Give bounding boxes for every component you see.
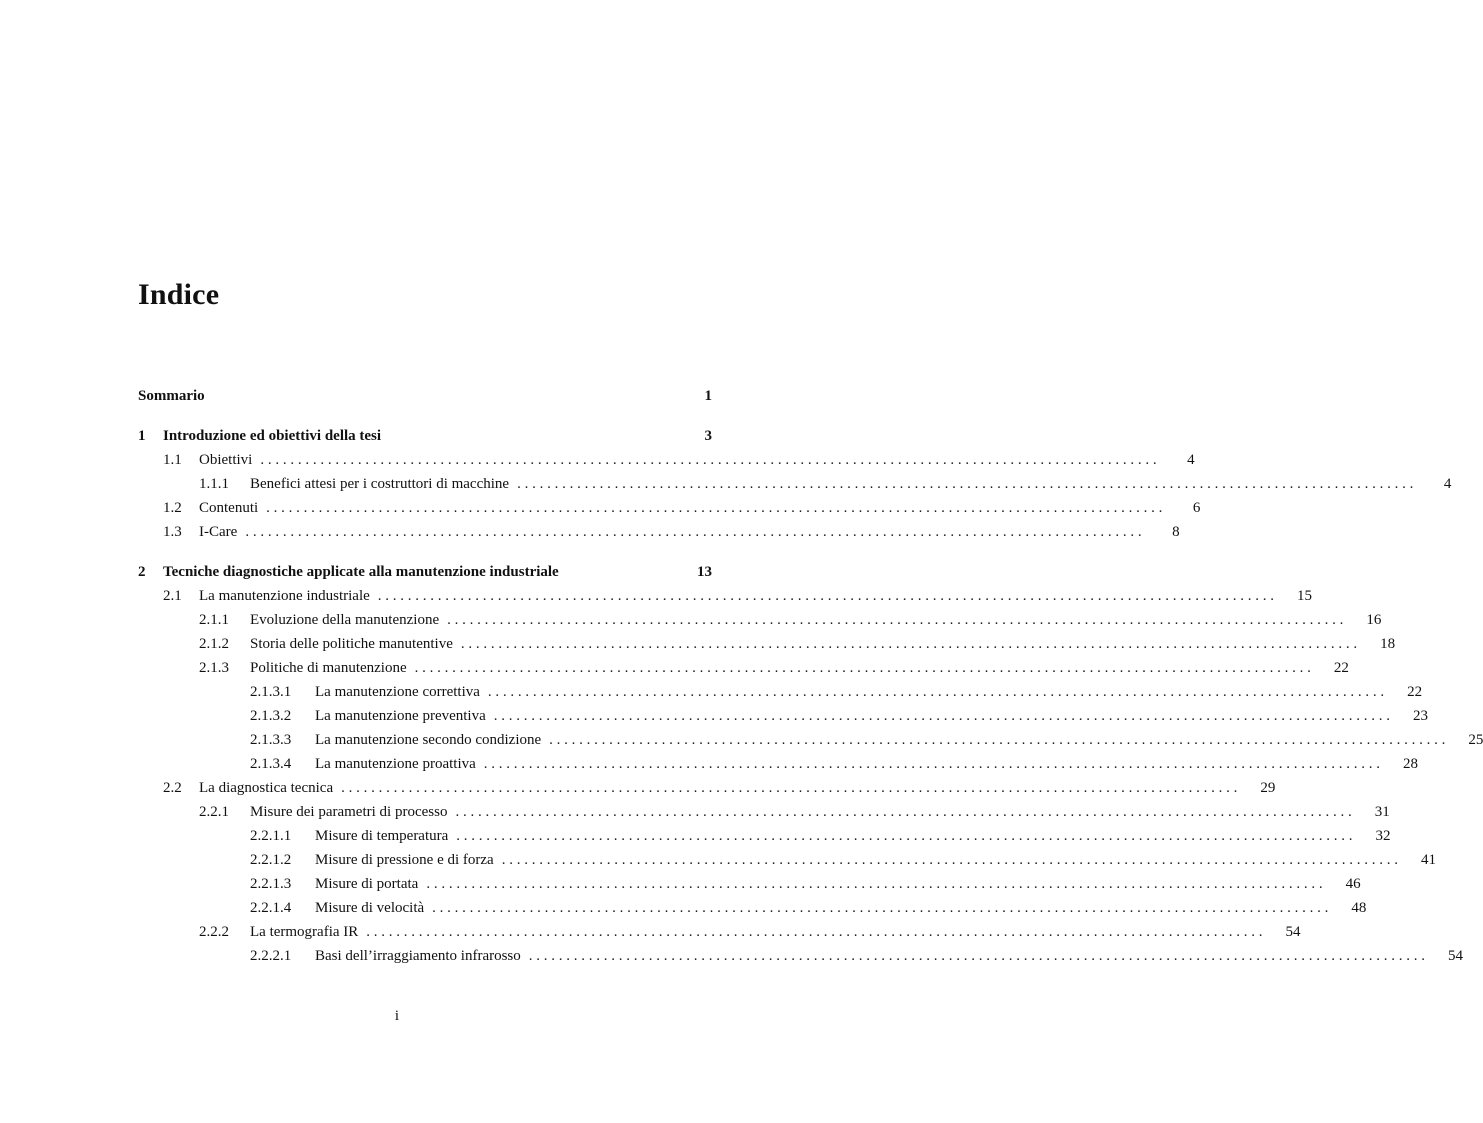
toc-entry-page: 54	[1285, 924, 1301, 940]
dot-leader: . . . . . . . . . . . . . . . . . . . . . . . . . . . . . . . . . . . . . . . . . . . . . . . . . . . . . . . . . . . . . . . . . . . . . . . . . . . . . . . . . . . . . . . . . . . . . . . . . . . . . . . . . . . . . . . . . . . . . . . .	[341, 780, 1238, 796]
toc-entry-page: 8	[1172, 524, 1180, 540]
toc-entry-number: 2.2.2.1	[250, 948, 292, 964]
page-number-footer: i	[394, 1008, 400, 1024]
toc-entry-number: 2.1.2	[199, 636, 229, 652]
toc-entry-page: 4	[1443, 476, 1452, 492]
toc-entry-2-1-3-4[interactable]	[138, 752, 1419, 776]
toc-entry-page: 28	[1403, 756, 1419, 772]
toc-entry-title: Misure di portata	[315, 876, 419, 892]
dot-leader: . . . . . . . . . . . . . . . . . . . . . . . . . . . . . . . . . . . . . . . . . . . . . . . . . . . . . . . . . . . . . . . . . . . . . . . . . . . . . . . . . . . . . . . . . . . . . . . . . . . . . . . . . . . . . . . . . . . . . . . .	[414, 660, 1311, 676]
toc-entry-2-2-2[interactable]	[138, 920, 1301, 944]
toc-entry-number: 2.2.1.1	[250, 828, 292, 844]
dot-leader: . . . . . . . . . . . . . . . . . . . . . . . . . . . . . . . . . . . . . . . . . . . . . . . . . . . . . . . . . . . . . . . . . . . . . . . . . . . . . . . . . . . . . . . . . . . . . . . . . . . . . . . . . . . . . . . . . . . . . . . .	[426, 876, 1323, 892]
toc-entry-title: La manutenzione preventiva	[315, 708, 486, 724]
toc-entry-title: Benefici attesi per i costruttori di macchine	[250, 476, 510, 492]
dot-leader: . . . . . . . . . . . . . . . . . . . . . . . . . . . . . . . . . . . . . . . . . . . . . . . . . . . . . . . . . . . . . . . . . . . . . . . . . . . . . . . . . . . . . . . . . . . . . . . . . . . . . . . . . . . . . . . . . . . . . . . .	[493, 708, 1391, 724]
toc-entry-page: 46	[1345, 876, 1361, 892]
toc-entry-page: 23	[1413, 708, 1429, 724]
toc-entry-sommario[interactable]	[138, 384, 712, 408]
dot-leader: . . . . . . . . . . . . . . . . . . . . . . . . . . . . . . . . . . . . . . . . . . . . . . . . . . . . . . . . . . . . . . . . . . . . . . . . . . . . . . . . . . . . . . . . . . . . . . . . . . . . . . . . . . . . . . . . . . . . . . . .	[549, 732, 1446, 748]
toc-entry-2-1-3-3[interactable]	[138, 728, 1483, 752]
toc-entry-title: Basi dell’irraggiamento infrarosso	[315, 948, 521, 964]
toc-entry-number: 1	[138, 428, 146, 444]
toc-entry-page: 6	[1192, 500, 1201, 516]
toc-entry-number: 1.1	[163, 452, 182, 468]
toc-entry-chapter-2[interactable]	[138, 560, 712, 584]
toc-entry-2-1-3[interactable]	[138, 656, 1349, 680]
dot-leader: . . . . . . . . . . . . . . . . . . . . . . . . . . . . . . . . . . . . . . . . . . . . . . . . . . . . . . . . . . . . . . . . . . . . . . . . . . . . . . . . . . . . . . . . . . . . . . . . . . . . . . . . . . . . . . . . . . . . . . . .	[487, 684, 1385, 700]
dot-leader: . . . . . . . . . . . . . . . . . . . . . . . . . . . . . . . . . . . . . . . . . . . . . . . . . . . . . . . . . . . . . . . . . . . . . . . . . . . . . . . . . . . . . . . . . . . . . . . . . . . . . . . . . . . . . . . . . . . . . . . .	[517, 476, 1414, 492]
dot-leader: . . . . . . . . . . . . . . . . . . . . . . . . . . . . . . . . . . . . . . . . . . . . . . . . . . . . . . . . . . . . . . . . . . . . . . . . . . . . . . . . . . . . . . . . . . . . . . . . . . . . . . . . . . . . . . . . . . . . . . . .	[456, 828, 1353, 844]
toc-entry-number: 2	[138, 564, 146, 580]
toc-entry-number: 1.1.1	[199, 476, 229, 492]
dot-leader: . . . . . . . . . . . . . . . . . . . . . . . . . . . . . . . . . . . . . . . . . . . . . . . . . . . . . . . . . . . . . . . . . . . . . . . . . . . . . . . . . . . . . . . . . . . . . . . . . . . . . . . . . . . . . . . . . . . . . . . .	[366, 924, 1263, 940]
toc-entry-page: 25	[1468, 732, 1483, 748]
toc-entry-page: 16	[1366, 612, 1382, 628]
toc-entry-page: 22	[1407, 684, 1423, 700]
toc-entry-title: Storia delle politiche manutentive	[250, 636, 453, 652]
toc-entry-title: La termografia IR	[250, 924, 359, 940]
toc-entry-title: I-Care	[199, 524, 238, 540]
toc-entry-title: La manutenzione correttiva	[315, 684, 480, 700]
toc-entry-number: 2.1.3	[199, 660, 229, 676]
toc-entry-number: 2.2.2	[199, 924, 229, 940]
dot-leader: . . . . . . . . . . . . . . . . . . . . . . . . . . . . . . . . . . . . . . . . . . . . . . . . . . . . . . . . . . . . . . . . . . . . . . . . . . . . . . . . . . . . . . . . . . . . . . . . . . . . . . . . . . . . . . . . . . . . . . . .	[432, 900, 1329, 916]
toc-entry-title: Misure di pressione e di forza	[315, 852, 494, 868]
toc-entry-number: 2.2.1.4	[250, 900, 292, 916]
dot-leader: . . . . . . . . . . . . . . . . . . . . . . . . . . . . . . . . . . . . . . . . . . . . . . . . . . . . . . . . . . . . . . . . . . . . . . . . . . . . . . . . . . . . . . . . . . . . . . . . . . . . . . . . . . . . . . . . . . . . . . . .	[245, 524, 1142, 540]
toc-entry-title: La diagnostica tecnica	[199, 780, 334, 796]
dot-leader: . . . . . . . . . . . . . . . . . . . . . . . . . . . . . . . . . . . . . . . . . . . . . . . . . . . . . . . . . . . . . . . . . . . . . . . . . . . . . . . . . . . . . . . . . . . . . . . . . . . . . . . . . . . . . . . . . . . . . . . .	[460, 636, 1358, 652]
toc-entry-title: Misure di temperatura	[315, 828, 449, 844]
toc-entry-number: 1.3	[163, 524, 182, 540]
toc-entry-number: 2.1.3.4	[250, 756, 292, 772]
toc-entry-2-1-3-1[interactable]	[138, 680, 1423, 704]
toc-entry-2-2-1-2[interactable]	[138, 848, 1436, 872]
toc-entry-title: Misure dei parametri di processo	[250, 804, 448, 820]
toc-entry-2-1-1[interactable]	[138, 608, 1382, 632]
toc-entry-title: Sommario	[138, 388, 205, 404]
toc-entry-title: Tecniche diagnostiche applicate alla manutenzione industriale	[163, 564, 559, 580]
toc-entry-number: 2.1.3.1	[250, 684, 292, 700]
toc-entry-number: 2.2	[163, 780, 182, 796]
toc-entry-title: La manutenzione proattiva	[315, 756, 476, 772]
toc-entry-number: 2.2.1.3	[250, 876, 292, 892]
dot-leader: . . . . . . . . . . . . . . . . . . . . . . . . . . . . . . . . . . . . . . . . . . . . . . . . . . . . . . . . . . . . . . . . . . . . . . . . . . . . . . . . . . . . . . . . . . . . . . . . . . . . . . . . . . . . . . . . . . . . . . . .	[501, 852, 1398, 868]
toc-entry-page: 32	[1375, 828, 1391, 844]
toc-entry-number: 2.1.3.2	[250, 708, 292, 724]
toc-entry-2-2-1-1[interactable]	[138, 824, 1391, 848]
toc-entry-number: 2.2.1	[199, 804, 229, 820]
toc-entry-2-1[interactable]	[138, 584, 1313, 608]
toc-entry-page: 29	[1260, 780, 1276, 796]
toc-entry-page: 1	[704, 388, 712, 404]
dot-leader: . . . . . . . . . . . . . . . . . . . . . . . . . . . . . . . . . . . . . . . . . . . . . . . . . . . . . . . . . . . . . . . . . . . . . . . . . . . . . . . . . . . . . . . . . . . . . . . . . . . . . . . . . . . . . . . . . . . . . . . .	[455, 804, 1352, 820]
table-of-contents	[138, 384, 1483, 968]
page-title: Indice	[138, 278, 220, 311]
toc-entry-title: Obiettivi	[199, 452, 253, 468]
toc-entry-page: 54	[1448, 948, 1464, 964]
toc-entry-title: Politiche di manutenzione	[250, 660, 407, 676]
toc-entry-2-1-2[interactable]	[138, 632, 1396, 656]
toc-entry-page: 31	[1374, 804, 1390, 820]
toc-entry-2-2-2-1[interactable]	[138, 944, 1464, 968]
toc-entry-1-3[interactable]	[138, 520, 1180, 544]
toc-entry-title: Introduzione ed obiettivi della tesi	[163, 428, 382, 444]
toc-entry-1-1-1[interactable]	[138, 472, 1452, 496]
dot-leader: . . . . . . . . . . . . . . . . . . . . . . . . . . . . . . . . . . . . . . . . . . . . . . . . . . . . . . . . . . . . . . . . . . . . . . . . . . . . . . . . . . . . . . . . . . . . . . . . . . . . . . . . . . . . . . . . . . . . . . . .	[266, 500, 1163, 516]
toc-entry-number: 2.1.1	[199, 612, 229, 628]
dot-leader: . . . . . . . . . . . . . . . . . . . . . . . . . . . . . . . . . . . . . . . . . . . . . . . . . . . . . . . . . . . . . . . . . . . . . . . . . . . . . . . . . . . . . . . . . . . . . . . . . . . . . . . . . . . . . . . . . . . . . . . .	[260, 452, 1157, 468]
toc-entry-1-1[interactable]	[138, 448, 1195, 472]
toc-entry-page: 18	[1380, 636, 1396, 652]
toc-entry-number: 2.2.1.2	[250, 852, 292, 868]
toc-entry-2-2-1-3[interactable]	[138, 872, 1361, 896]
toc-entry-title: Evoluzione della manutenzione	[250, 612, 440, 628]
dot-leader: . . . . . . . . . . . . . . . . . . . . . . . . . . . . . . . . . . . . . . . . . . . . . . . . . . . . . . . . . . . . . . . . . . . . . . . . . . . . . . . . . . . . . . . . . . . . . . . . . . . . . . . . . . . . . . . . . . . . . . . .	[377, 588, 1275, 604]
toc-entry-page: 3	[704, 428, 712, 444]
toc-entry-title: La manutenzione industriale	[199, 588, 370, 604]
toc-entry-page: 4	[1187, 452, 1195, 468]
toc-entry-chapter-1[interactable]	[138, 424, 712, 448]
toc-entry-title: La manutenzione secondo condizione	[315, 732, 542, 748]
toc-entry-number: 1.2	[163, 500, 182, 516]
toc-entry-page: 41	[1420, 852, 1436, 868]
toc-entry-page: 13	[697, 564, 712, 580]
toc-entry-page: 15	[1297, 588, 1313, 604]
toc-entry-page: 48	[1351, 900, 1367, 916]
toc-entry-number: 2.1.3.3	[250, 732, 292, 748]
dot-leader: . . . . . . . . . . . . . . . . . . . . . . . . . . . . . . . . . . . . . . . . . . . . . . . . . . . . . . . . . . . . . . . . . . . . . . . . . . . . . . . . . . . . . . . . . . . . . . . . . . . . . . . . . . . . . . . . . . . . . . . .	[483, 756, 1381, 772]
toc-entry-number: 2.1	[163, 588, 182, 604]
toc-entry-title: Contenuti	[199, 500, 259, 516]
toc-entry-title: Misure di velocità	[315, 900, 425, 916]
toc-entry-page: 22	[1333, 660, 1349, 676]
toc-entry-2-2-1-4[interactable]	[138, 896, 1367, 920]
toc-entry-2-2-1[interactable]	[138, 800, 1390, 824]
toc-entry-1-2[interactable]	[138, 496, 1201, 520]
dot-leader: . . . . . . . . . . . . . . . . . . . . . . . . . . . . . . . . . . . . . . . . . . . . . . . . . . . . . . . . . . . . . . . . . . . . . . . . . . . . . . . . . . . . . . . . . . . . . . . . . . . . . . . . . . . . . . . . . . . . . . . .	[447, 612, 1344, 628]
toc-entry-2-1-3-2[interactable]	[138, 704, 1429, 728]
dot-leader: . . . . . . . . . . . . . . . . . . . . . . . . . . . . . . . . . . . . . . . . . . . . . . . . . . . . . . . . . . . . . . . . . . . . . . . . . . . . . . . . . . . . . . . . . . . . . . . . . . . . . . . . . . . . . . . . . . . . . . . .	[528, 948, 1426, 964]
toc-entry-2-2[interactable]	[138, 776, 1276, 800]
